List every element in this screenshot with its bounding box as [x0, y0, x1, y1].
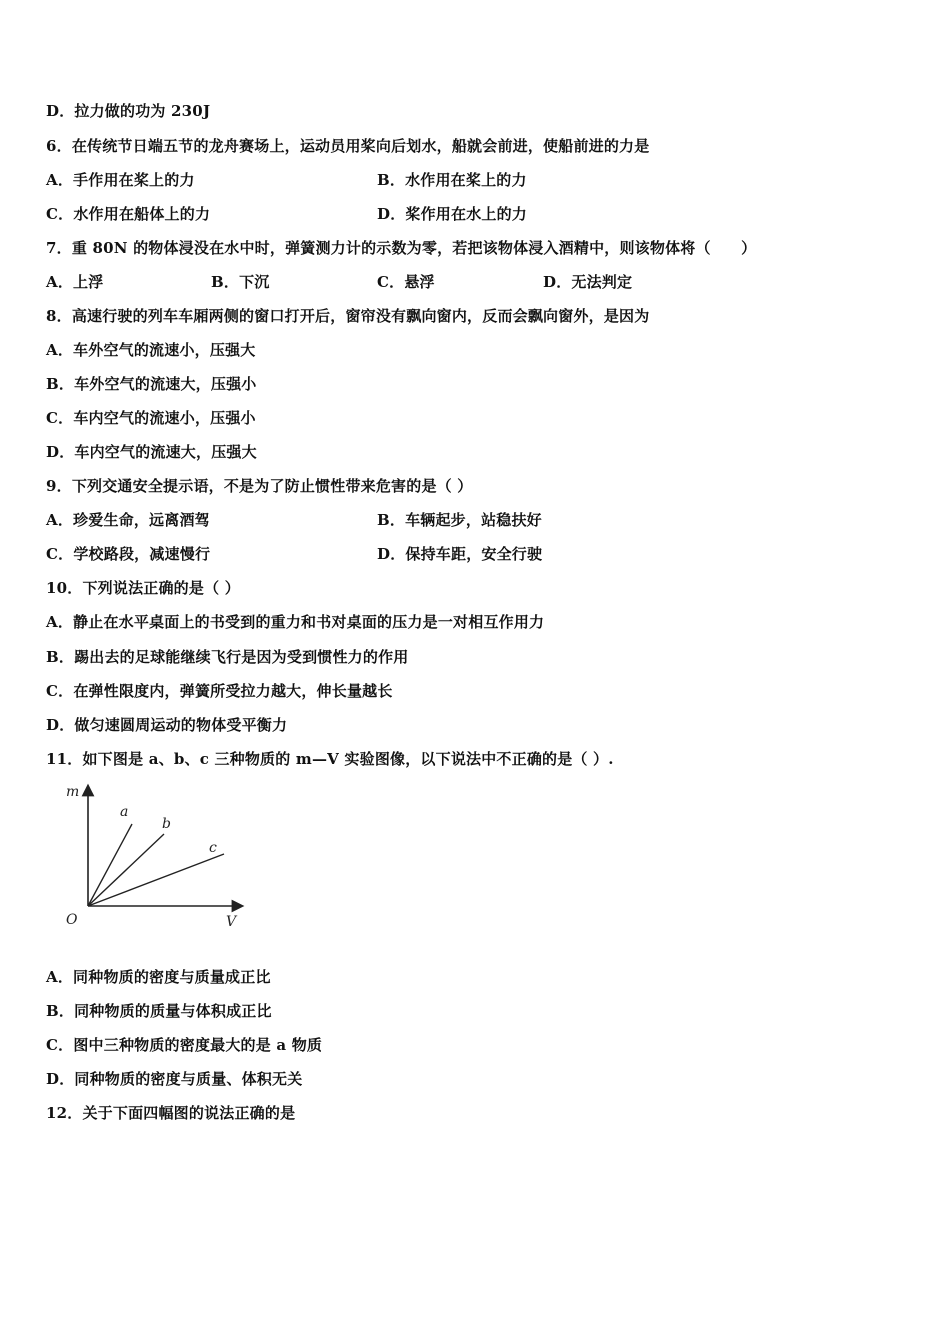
q6-option-a: A．手作用在桨上的力 — [46, 171, 195, 189]
m-v-graph-figure — [60, 782, 250, 932]
q10-option-b: B．踢出去的足球能继续飞行是因为受到惯性力的作用 — [46, 648, 409, 666]
q9-option-c: C．学校路段，减速慢行 — [46, 545, 211, 563]
question-11: 11．如下图是 a、b、c 三种物质的 m—V 实验图像，以下说法中不正确的是（ ）. — [46, 750, 614, 768]
line-c — [88, 854, 224, 906]
question-7: 7．重 80N 的物体浸没在水中时，弹簧测力计的示数为零，若把该物体浸入酒精中，则该物体将（ ） — [46, 239, 757, 257]
q9-option-b: B．车辆起步，站稳扶好 — [377, 511, 542, 529]
origin-label: O — [66, 912, 78, 928]
q8-option-d: D．车内空气的流速大，压强大 — [46, 443, 257, 461]
line-a — [88, 824, 132, 906]
question-10: 10．下列说法正确的是（ ） — [46, 579, 240, 597]
q7-option-d: D．无法判定 — [543, 273, 633, 291]
line-b-label: b — [162, 816, 171, 832]
question-8: 8．高速行驶的列车车厢两侧的窗口打开后，窗帘没有飘向窗内，反而会飘向窗外，是因为 — [46, 307, 650, 325]
q7-option-b: B．下沉 — [211, 273, 270, 291]
q6-option-c: C．水作用在船体上的力 — [46, 205, 211, 223]
q11-option-c: C．图中三种物质的密度最大的是 a 物质 — [46, 1036, 323, 1054]
q7-option-c: C．悬浮 — [377, 273, 435, 291]
q10-option-c: C．在弹性限度内，弹簧所受拉力越大，伸长量越长 — [46, 682, 393, 700]
y-axis-label: m — [66, 784, 80, 800]
q10-option-a: A．静止在水平桌面上的书受到的重力和书对桌面的压力是一对相互作用力 — [46, 613, 545, 631]
option-d-previous: D．拉力做的功为 230J — [46, 102, 211, 120]
q7-option-a: A．上浮 — [46, 273, 104, 291]
line-b — [88, 834, 164, 906]
question-6: 6．在传统节日端五节的龙舟赛场上，运动员用桨向后划水，船就会前进，使船前进的力是 — [46, 137, 650, 155]
q11-option-b: B．同种物质的质量与体积成正比 — [46, 1002, 272, 1020]
question-9: 9．下列交通安全提示语，不是为了防止惯性带来危害的是（ ） — [46, 477, 473, 495]
q6-option-d: D．桨作用在水上的力 — [377, 205, 528, 223]
q10-option-d: D．做匀速圆周运动的物体受平衡力 — [46, 716, 288, 734]
x-axis-label: V — [226, 914, 237, 930]
q8-option-b: B．车外空气的流速大，压强小 — [46, 375, 257, 393]
q8-option-a: A．车外空气的流速小，压强大 — [46, 341, 256, 359]
q6-option-b: B．水作用在桨上的力 — [377, 171, 527, 189]
q11-option-a: A．同种物质的密度与质量成正比 — [46, 968, 271, 986]
q8-option-c: C．车内空气的流速小，压强小 — [46, 409, 256, 427]
q9-option-d: D．保持车距，安全行驶 — [377, 545, 543, 563]
line-c-label: c — [209, 840, 217, 856]
q11-option-d: D．同种物质的密度与质量、体积无关 — [46, 1070, 303, 1088]
line-a-label: a — [120, 804, 129, 820]
question-12: 12．关于下面四幅图的说法正确的是 — [46, 1104, 296, 1122]
q9-option-a: A．珍爱生命，远离酒驾 — [46, 511, 210, 529]
